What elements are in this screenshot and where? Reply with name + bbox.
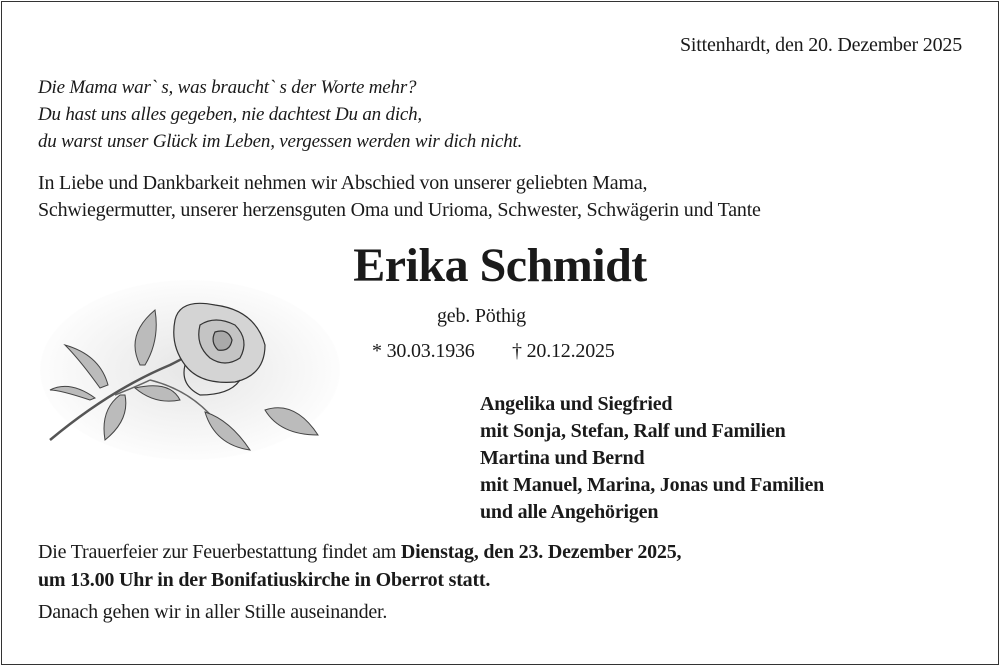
mourner-line: Martina und Bernd	[480, 447, 645, 469]
intro-text	[38, 170, 761, 224]
mourner-line: mit Manuel, Marina, Jonas und Familien	[480, 474, 825, 496]
poem	[38, 74, 522, 155]
service-text: Die Trauerfeier zur Feuerbestattung findet am	[38, 541, 401, 563]
service-info	[38, 538, 681, 594]
service-time-place: um 13.00 Uhr in der Bonifatiuskirche in Oberrot statt.	[38, 569, 491, 591]
poem-line: Du hast uns alles gegeben, nie dachtest Du an dich,	[38, 104, 422, 125]
poem-line: du warst unser Glück im Leben, vergessen werden wir dich nicht.	[38, 131, 523, 152]
mourner-line: Angelika und Siegfried	[480, 393, 673, 415]
deceased-name: Erika Schmidt	[353, 239, 647, 292]
intro-line: In Liebe und Dankbarkeit nehmen wir Abschied von unserer geliebten Mama,	[38, 172, 648, 194]
mourner-line: und alle Angehörigen	[480, 501, 659, 523]
birth-date: * 30.03.1936	[372, 340, 475, 362]
rose-illustration	[40, 270, 340, 465]
death-date: † 20.12.2025	[512, 340, 615, 362]
maiden-name: geb. Pöthig	[437, 305, 526, 327]
place-date: Sittenhardt, den 20. Dezember 2025	[679, 34, 962, 56]
mourner-line: mit Sonja, Stefan, Ralf und Familien	[480, 420, 786, 442]
service-date: Dienstag, den 23. Dezember 2025,	[400, 541, 682, 563]
intro-line: Schwiegermutter, unserer herzensguten Oma und Urioma, Schwester, Schwägerin und Tante	[38, 199, 761, 221]
poem-line: Die Mama war` s, was braucht` s der Worte mehr?	[38, 77, 417, 98]
mourners-list	[480, 391, 824, 526]
closing-text: Danach gehen wir in aller Stille auseinander.	[38, 601, 388, 623]
